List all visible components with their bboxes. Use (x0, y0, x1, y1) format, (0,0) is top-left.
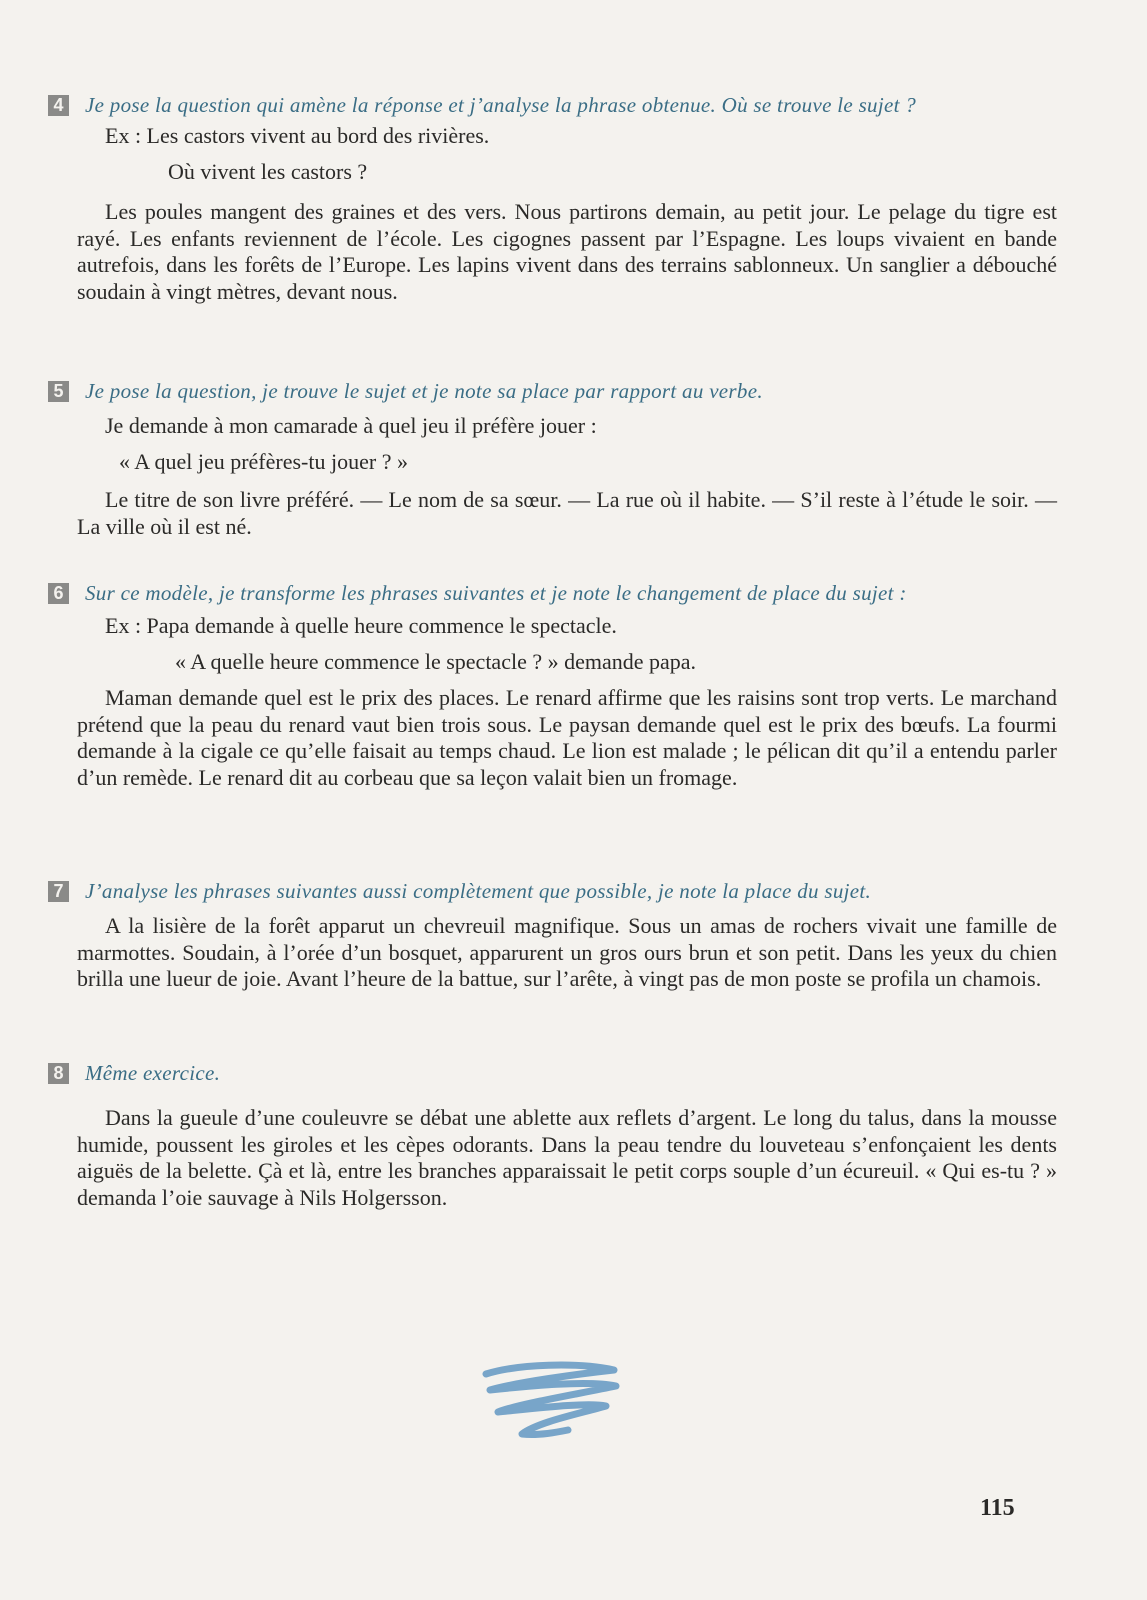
exercise-paragraph (77, 685, 1057, 791)
scribble-ornament-icon (478, 1360, 628, 1450)
exercise-instruction: Même exercice. (85, 1061, 221, 1085)
exercise-8 (48, 1060, 1058, 1211)
exercise-instruction: Je pose la question, je trouve le sujet et je note sa place par rapport au verbe. (85, 379, 763, 403)
example-line: Où vivent les castors ? (168, 159, 368, 184)
exercise-5 (48, 378, 1058, 540)
example-line: Ex : Papa demande à quelle heure commence le spectacle. (105, 613, 617, 638)
example-line: Ex : Les castors vivent au bord des rivières. (105, 123, 490, 148)
exercise-6 (48, 580, 1058, 791)
exercise-4 (48, 92, 1058, 305)
exercise-header (48, 580, 1058, 607)
exercise-header (48, 1060, 1058, 1087)
exercise-instruction: Sur ce modèle, je transforme les phrases suivantes et je note le changement de place du sujet : (85, 581, 907, 605)
exercise-header (48, 378, 1058, 405)
exercise-paragraph (77, 199, 1057, 305)
exercise-number-badge: 5 (48, 381, 69, 402)
exercise-paragraph (77, 913, 1057, 993)
paragraph-text: Maman demande quel est le prix des places. Le renard affirme que les raisins sont trop verts. Le marchand prétend que la peau du renard vaut bien trois sous. Le paysan demande quel est le prix des bœufs. La fourmi demande à la cigale ce qu’elle faisait au temps chaud. Le lion est malade ; le pélican dit qu’il a entendu parler d’un remède. Le renard dit au corbeau que sa leçon valait bien un fromage. (77, 685, 1057, 790)
example-line: Je demande à mon camarade à quel jeu il préfère jouer : (105, 413, 597, 438)
exercise-number-badge: 7 (48, 881, 69, 902)
example-line: « A quel jeu préfères-tu jouer ? » (119, 449, 408, 474)
paragraph-text: A la lisière de la forêt apparut un chevreuil magnifique. Sous un amas de rochers vivait une famille de marmottes. Soudain, à l’orée d’un bosquet, apparurent un gros ours brun et son petit. Dans les yeux du chien brilla une lueur de joie. Avant l’heure de la battue, sur l’arête, à vingt pas de mon poste se profila un chamois. (77, 913, 1057, 991)
exercise-header (48, 878, 1058, 905)
exercise-instruction: J’analyse les phrases suivantes aussi complètement que possible, je note la place du sujet. (85, 879, 872, 903)
exercise-paragraph (77, 1105, 1057, 1211)
paragraph-text: Les poules mangent des graines et des vers. Nous partirons demain, au petit jour. Le pelage du tigre est rayé. Les enfants reviennent de l’école. Les cigognes passent par l’Espagne. Les loups vivaient en bande autrefois, dans les forêts de l’Europe. Les lapins vivent dans des terrains sablonneux. Un sanglier a débouché soudain à vingt mètres, devant nous. (77, 199, 1057, 304)
exercise-instruction: Je pose la question qui amène la réponse et j’analyse la phrase obtenue. Où se trouve le sujet ? (85, 93, 917, 117)
exercise-header (48, 92, 1058, 119)
example-line: « A quelle heure commence le spectacle ? » demande papa. (175, 649, 697, 674)
exercise-7 (48, 878, 1058, 993)
paragraph-text: Dans la gueule d’une couleuvre se débat une ablette aux reflets d’argent. Le long du talus, dans la mousse humide, poussent les giroles et les cèpes odorants. Dans la peau tendre du louveteau s’enfonçaient les dents aiguës de la belette. Çà et là, entre les branches apparaissait le petit corps souple d’un écureuil. « Qui es-tu ? » demanda l’oie sauvage à Nils Holgersson. (77, 1105, 1057, 1210)
page-number: 115 (980, 1495, 1015, 1521)
paragraph-text: Le titre de son livre préféré. — Le nom de sa sœur. — La rue où il habite. — S’il reste à l’étude le soir. — La ville où il est né. (77, 487, 1057, 539)
exercise-number-badge: 4 (48, 95, 69, 116)
exercise-number-badge: 6 (48, 583, 69, 604)
exercise-paragraph (77, 487, 1057, 540)
exercise-number-badge: 8 (48, 1063, 69, 1084)
